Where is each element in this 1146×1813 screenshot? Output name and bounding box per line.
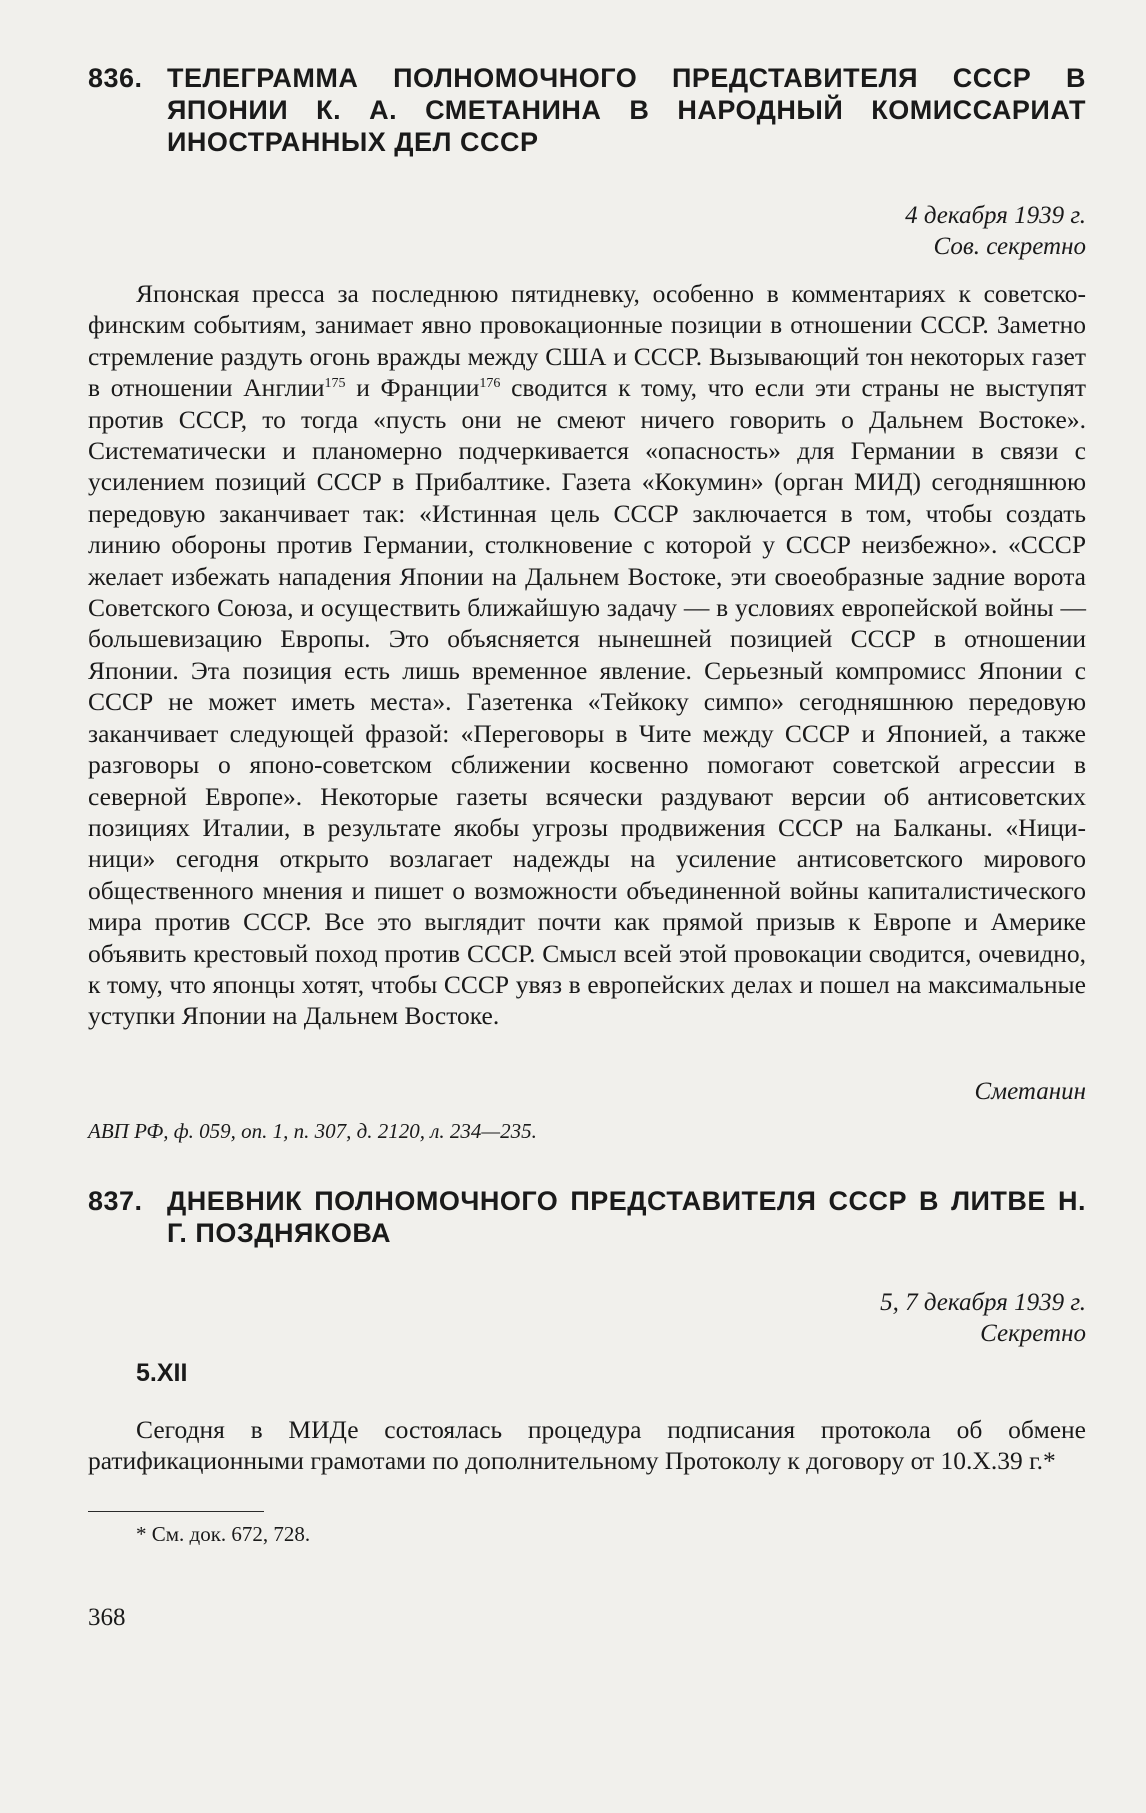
doc-836-title: ТЕЛЕГРАММА ПОЛНОМОЧНОГО ПРЕДСТАВИТЕЛЯ СССР В ЯПОНИИ К. А. СМЕТАНИНА В НАРОДНЫЙ КОМИССАРИАТ ИНОСТРАННЫХ ДЕЛ СССР [167, 63, 1086, 157]
doc-837-heading [88, 1185, 1086, 1249]
page-number: 368 [88, 1603, 126, 1631]
footnote-divider [88, 1511, 264, 1512]
doc-837-title: ДНЕВНИК ПОЛНОМОЧНОГО ПРЕДСТАВИТЕЛЯ СССР В ЛИТВЕ Н. Г. ПОЗДНЯКОВА [167, 1185, 1086, 1248]
doc-836-archive-source: АВП РФ, ф. 059, оп. 1, п. 307, д. 2120, л. 234—235. [88, 1118, 537, 1143]
doc-836-date: 4 декабря 1939 г. [905, 202, 1086, 229]
doc-836-signature: Сметанин [974, 1077, 1086, 1105]
doc-837-date: 5, 7 декабря 1939 г. [880, 1288, 1086, 1316]
doc-836-body [88, 278, 1086, 1032]
doc-836-body-part-1: Японская пресса за последнюю пятидневку, особенно в комментариях к советско-финским событиям, занимает явно провокационные позиции в отношении СССР. Заметно стремление раздуть огонь вражды между США и СССР. Вызывающий тон некоторых газет в отношении Англии [88, 279, 1086, 403]
footnote-ref-175: 175 [324, 376, 346, 392]
footnote: * См. док. 672, 728. [136, 1521, 311, 1546]
doc-837-body: Сегодня в МИДе состоялась процедура подписания протокола об обмене ратификационными грамотами по дополнительному Протоколу к договору от 10.X.39 г.* [88, 1414, 1086, 1476]
footnote-ref-176: 176 [479, 376, 501, 392]
doc-837-classification: Секретно [980, 1319, 1086, 1347]
doc-837-day-heading: 5.XII [136, 1358, 188, 1387]
doc-836-body-part-3: сводится к тому, что если эти страны не выступят против СССР, то тогда «пусть они не смеют ничего говорить о Дальнем Востоке». Систематически и планомерно подчеркивается «опасность» для Германии в связи с усилением позиций СССР в Прибалтике. Газета «Кокумин» (орган МИД) сегодняшнюю передовую заканчивает так: «Истинная цель СССР заключается в том, чтобы создать линию обороны против Германии, столкновение с которой у СССР неизбежно». «СССР желает избежать нападения Японии на Дальнем Востоке, эти своеобразные задние ворота Советского Союза, и осуществить ближайшую задачу — в условиях европейской войны — большевизацию Европы. Это объясняется нынешней позицией СССР в отношении Японии. Эта позиция есть лишь временное явление. Серьезный компромисс Японии с СССР не может иметь места». Газетенка «Тейкоку симпо» сегодняшнюю передовую заканчивает следующей фразой: «Переговоры в Чите между СССР и Японией, а также разговоры о японо-советском сближении косвенно помогают советской агрессии в северной Европе». Некоторые газеты всячески раздувают версии об антисоветских позициях Италии, в результате якобы угрозы продвижения СССР на Балканы. «Ници-ници» сегодня открыто возлагает надежды на усиление антисоветского мирового общественного мнения и пишет о возможности объединенной войны капиталистического мира против СССР. Все это выглядит почти как прямой призыв к Европе и Америке объявить крестовый поход против СССР. Смысл всей этой провокации сводится, очевидно, к тому, что японцы хотят, чтобы СССР увяз в европейских делах и пошел на максимальные уступки Японии на Дальнем Востоке. [88, 373, 1087, 1031]
doc-836-body-part-2: и Франции [345, 373, 480, 403]
doc-836-heading [88, 62, 1086, 158]
page-content [88, 62, 1086, 1632]
doc-837-number: 837. [88, 1185, 143, 1216]
doc-836-classification: Сов. секретно [933, 233, 1086, 260]
doc-836-number: 836. [88, 63, 143, 93]
